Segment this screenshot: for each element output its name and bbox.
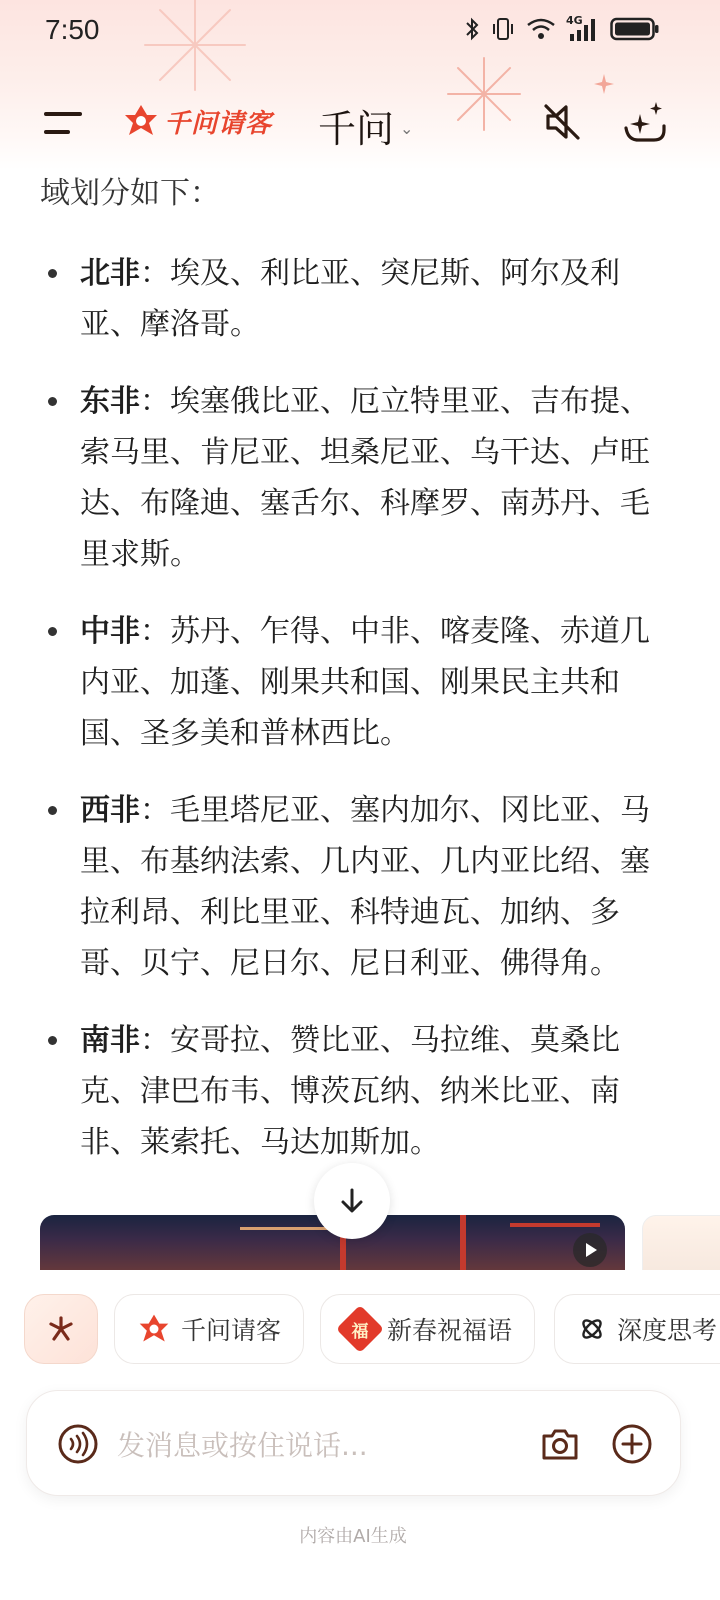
ai-disclaimer: 内容由AI生成	[299, 1526, 407, 1547]
play-icon	[573, 1233, 607, 1267]
chip-asterisk[interactable]	[24, 1294, 98, 1364]
quick-action-chips[interactable]	[0, 1290, 720, 1370]
region-name: 东非	[80, 384, 140, 419]
region-list	[40, 248, 660, 1194]
list-item	[40, 1015, 660, 1168]
image-card[interactable]	[642, 1215, 720, 1270]
region-countries: ：毛里塔尼亚、塞内加尔、冈比亚、马里、布基纳法索、几内亚、几内亚比绍、塞拉利昂、利比里亚、科特迪瓦、加纳、多哥、贝宁、尼日尔、尼日利亚、佛得角。	[80, 793, 650, 981]
camera-icon[interactable]	[539, 1423, 581, 1465]
fu-badge-char: 福	[351, 1321, 369, 1342]
network-type: 4G	[566, 14, 583, 27]
promo-brand-button[interactable]	[122, 102, 272, 140]
mute-speaker-icon[interactable]	[540, 100, 584, 144]
model-switcher[interactable]	[318, 98, 413, 153]
chip-label: 深度思考	[617, 1316, 718, 1345]
bullet-icon	[48, 1036, 57, 1045]
list-item	[40, 785, 660, 989]
status-icons	[464, 16, 660, 42]
list-item	[40, 376, 660, 580]
chip-new-year-greetings[interactable]	[320, 1294, 535, 1364]
region-countries: ：安哥拉、赞比亚、马拉维、莫桑比克、津巴布韦、博茨瓦纳、纳米比亚、南非、莱索托、马达加斯加。	[80, 1023, 620, 1160]
region-name: 南非	[80, 1023, 140, 1058]
chip-qianwen-promo[interactable]	[114, 1294, 304, 1364]
crane-shape	[510, 1223, 600, 1227]
menu-line-icon	[44, 130, 70, 134]
wifi-icon	[526, 17, 556, 41]
region-countries: ：埃塞俄比亚、厄立特里亚、吉布提、索马里、肯尼亚、坦桑尼亚、乌干达、卢旺达、布隆迪、塞舌尔、科摩罗、南苏丹、毛里求斯。	[80, 384, 650, 572]
list-item	[40, 248, 660, 350]
app-header	[0, 90, 720, 156]
voice-input-icon[interactable]	[57, 1423, 99, 1465]
battery-icon	[610, 16, 660, 42]
list-item	[40, 606, 660, 759]
region-name: 西非	[80, 793, 140, 828]
scroll-to-bottom-button[interactable]	[314, 1163, 390, 1239]
menu-line-icon	[44, 112, 82, 116]
status-time: 7:50	[45, 14, 100, 45]
message-input-placeholder[interactable]: 发消息或按住说话...	[117, 1429, 368, 1462]
page-title: 千问	[318, 107, 395, 151]
fu-badge-icon	[336, 1305, 384, 1353]
chip-label: 新春祝福语	[387, 1316, 513, 1345]
new-chat-sparkle-icon[interactable]	[620, 98, 668, 146]
add-attachment-icon[interactable]	[611, 1423, 653, 1465]
bluetooth-icon	[464, 16, 480, 42]
region-countries: ：苏丹、乍得、中非、喀麦隆、赤道几内亚、加蓬、刚果共和国、刚果民主共和国、圣多美和普林西比。	[80, 614, 650, 751]
region-name: 北非	[80, 256, 140, 291]
bullet-icon	[48, 397, 57, 406]
deep-think-icon	[577, 1314, 607, 1344]
cellular-signal	[566, 16, 600, 42]
menu-button[interactable]	[44, 108, 84, 138]
signal-bars-icon	[566, 16, 600, 42]
region-countries: ：埃及、利比亚、突尼斯、阿尔及利亚、摩洛哥。	[80, 256, 620, 342]
status-bar	[0, 0, 720, 64]
qianwen-logo-icon	[122, 102, 160, 140]
asterisk-icon	[46, 1314, 76, 1344]
bullet-icon	[48, 269, 57, 278]
vibrate-icon	[490, 16, 516, 42]
chip-deep-think[interactable]	[554, 1294, 720, 1364]
qianwen-logo-icon	[137, 1312, 171, 1346]
arrow-down-icon	[337, 1186, 367, 1216]
promo-brand-label: 千问请客	[164, 108, 273, 139]
chip-label: 千问请客	[181, 1316, 282, 1345]
message-input-bar[interactable]	[26, 1390, 681, 1496]
bullet-icon	[48, 627, 57, 636]
chat-content[interactable]	[0, 160, 720, 1270]
bullet-icon	[48, 806, 57, 815]
crane-shape	[460, 1215, 466, 1270]
chevron-down-icon: ⌄	[400, 119, 414, 138]
play-button[interactable]	[573, 1233, 607, 1267]
region-name: 中非	[80, 614, 140, 649]
partial-text-line: 域划分如下：	[40, 176, 220, 211]
